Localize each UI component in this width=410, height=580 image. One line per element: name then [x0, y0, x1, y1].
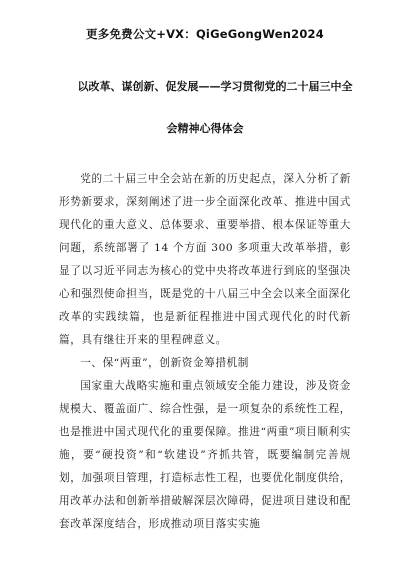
intro-paragraph: 党的二十届三中全会站在新的历史起点，深入分析了新形势新要求，深刻阐述了进一步全面深化改革、推进中国式现代化的重大意义、总体要求、重要举措、根本保证等重大问题，系统部署了 14 个方面 300 多项重大改革举措，彰显了以习近平同志为核心的党中央将改革进行到底的坚强决心和强烈使命担当，既是党的十八届三中全会以来全面深化改革的实践续篇，也是新征程推进中国式现代化的时代新篇，具有继往开来的里程碑意义。: [59, 173, 351, 346]
document-title: 以改革、谋创新、促发展——学习贯彻党的二十届三中全: [77, 80, 353, 93]
section-paragraph: 国家重大战略实施和重点领域安全能力建设，涉及资金规模大、覆盖面广、综合性强，是一项复杂的系统性工程，也是推进中国式现代化的重要保障。推进“两重”项目顺利实施，要“硬投资”和“软建设”齐抓共管，既要编制完善规划，加强项目管理，打造标志性工程，也要优化制度供给，用改革办法和创新举措破解深层次障碍，促进项目建设和配套改革深度结合，形成推动项目落实实施: [59, 380, 351, 530]
document-body: [59, 168, 351, 536]
section-heading: 一、保“两重”，创新资金筹措机制: [80, 357, 249, 369]
document-subtitle: 会精神心得体会: [166, 122, 244, 135]
promo-header: 更多免费公文+VX：QiGeGongWen2024: [86, 27, 324, 41]
